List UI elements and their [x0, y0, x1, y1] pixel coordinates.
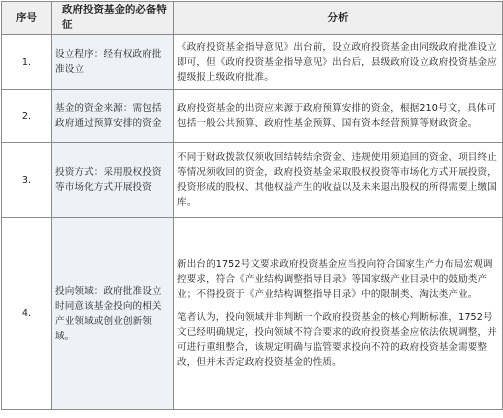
- row-analysis: [174, 90, 503, 143]
- header-feature: 政府投资基金的必备特征: [52, 2, 174, 35]
- header-analysis: 分析: [174, 2, 503, 35]
- row-analysis: [174, 218, 503, 410]
- analysis-paragraph: 政府投资基金的出资应来源于政府预算安排的资金，根据210号文，具体可包括一般公共预算、政府性基金预算、国有资本经营预算等财政资金。: [177, 103, 497, 129]
- analysis-paragraph: 《政府投资基金指导意见》出台前，设立政府投资基金由同级政府批准设立即可，但《政府投资基金指导意见》出台后，县级政府设立政府投资基金应提级报上级政府批准。: [177, 41, 497, 83]
- row-analysis: [174, 143, 503, 218]
- table-row: [2, 35, 503, 90]
- analysis-paragraph: 新出台的1752号文要求政府投资基金应当投向符合国家生产力布局宏观调控要求，符合《产业结构调整指导目录》等国家级产业目录中的鼓励类产业；不得投资于《产业结构调整指导目录》中的限制类、淘汰类产业。: [177, 259, 493, 300]
- fund-features-table: [1, 1, 503, 410]
- row-feature: 设立程序：经有权政府批准设立: [52, 35, 174, 90]
- row-number: 3.: [2, 143, 52, 218]
- row-number: 2.: [2, 90, 52, 143]
- analysis-paragraph: 不同于财政拨款仅须收回结转结余资金、违规使用须追回的资金、项目终止等情况须收回的资金，政府投资基金采取股权投资等市场化方式开展投资，投资形成的股权、其他权益产生的收益以及未来退出股权的所得需要上缴国库。: [177, 152, 497, 208]
- row-feature: 投向领域：政府批准设立时同意该基金投向的相关产业领域或创业创新领域。: [52, 218, 174, 410]
- row-feature: 投资方式：采用股权投资等市场化方式开展投资: [52, 143, 174, 218]
- table-row: [2, 90, 503, 143]
- header-number: 序号: [2, 2, 52, 35]
- row-number: 1.: [2, 35, 52, 90]
- row-feature: 基金的资金来源：需包括政府通过预算安排的资金: [52, 90, 174, 143]
- analysis-paragraph: 笔者认为，投向领域并非判断一个政府投资基金的核心判断标准，1752号文已经明确规定，投向领域不符合要求的政府投资基金应依法依规调整，并可进行重组整合，该规定明确与监管要求投向不符的政府投资基金需要整改，但并未否定政府投资基金的性质。: [177, 312, 497, 368]
- row-number: 4.: [2, 218, 52, 410]
- row-analysis: [174, 35, 503, 90]
- table-header-row: [2, 2, 503, 35]
- table-row: [2, 218, 503, 410]
- table-row: [2, 143, 503, 218]
